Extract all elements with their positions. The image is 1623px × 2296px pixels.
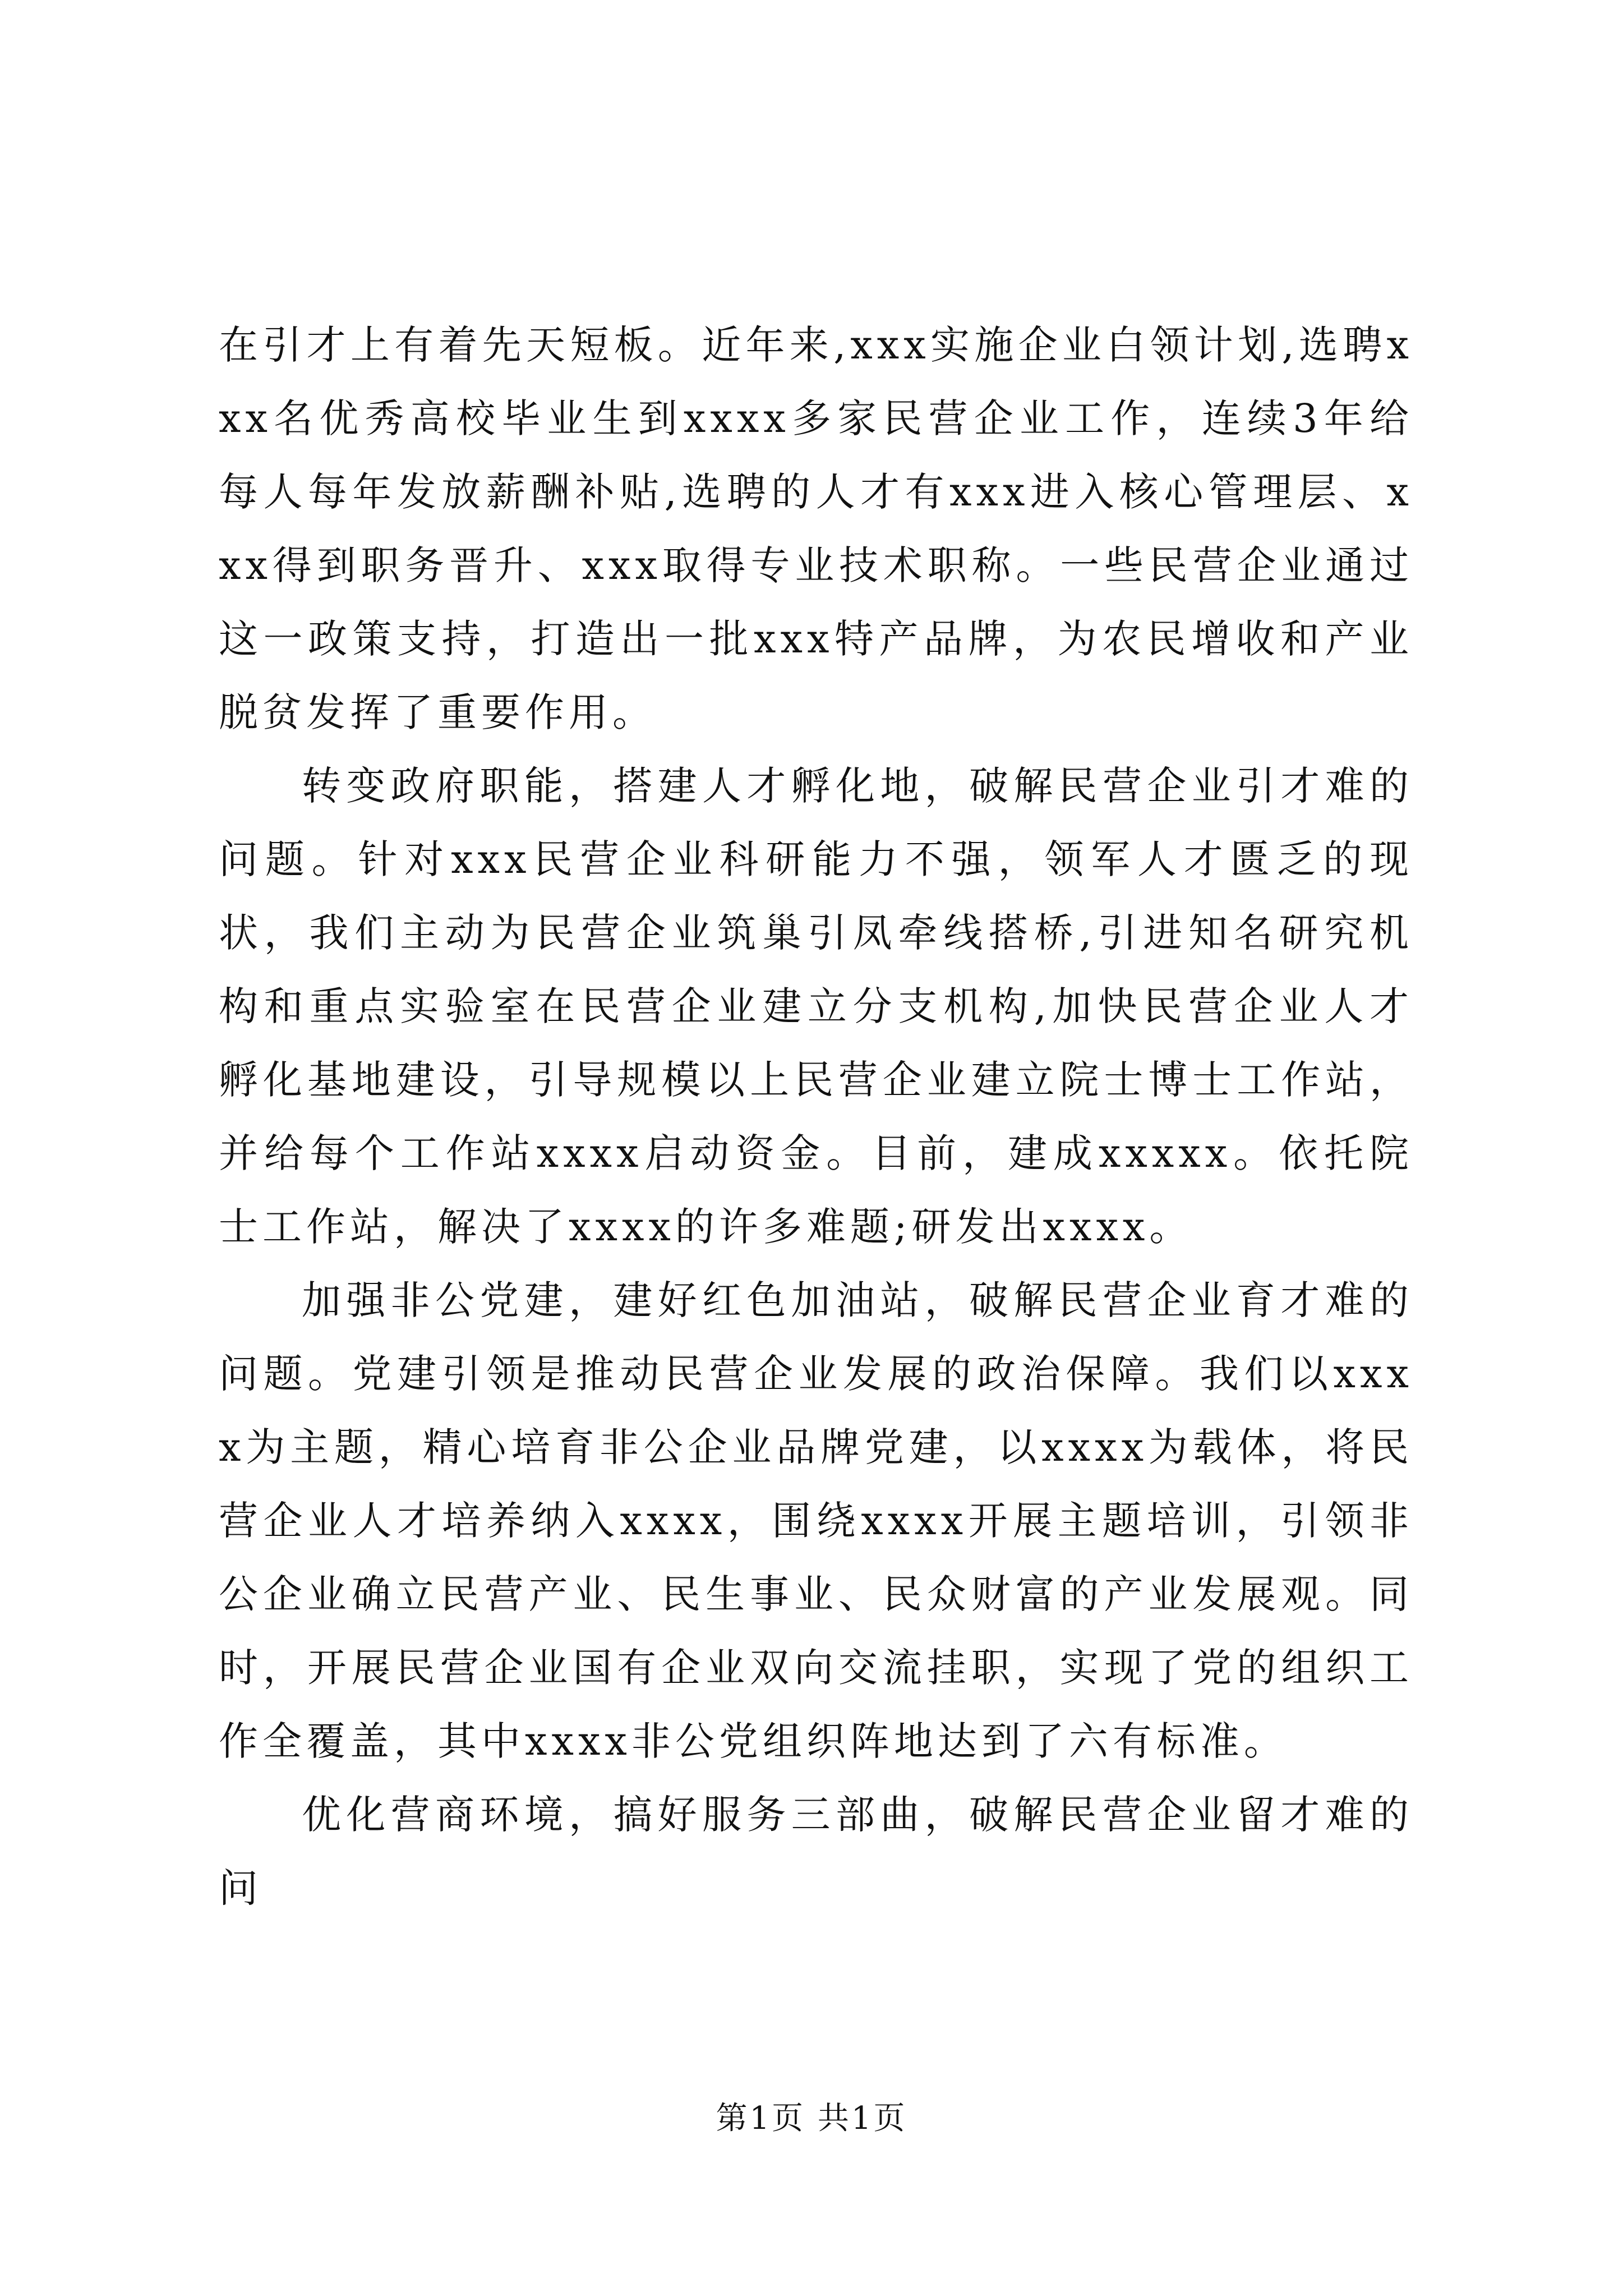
- paragraph-3: 加强非公党建，建好红色加油站，破解民营企业育才难的问题。党建引领是推动民营企业发展的政治保障。我们以xxxx为主题，精心培育非公企业品牌党建，以xxxx为载体，将民营企业人才培养纳入xxxx，围绕xxxx开展主题培训，引领非公企业确立民营产业、民生事业、民众财富的产业发展观。同时，开展民营企业国有企业双向交流挂职，实现了党的组织工作全覆盖，其中xxxx非公党组织阵地达到了六有标准。: [219, 1277, 1413, 1764]
- paragraph-2: 转变政府职能，搭建人才孵化地，破解民营企业引才难的问题。针对xxx民营企业科研能力不强，领军人才匮乏的现状，我们主动为民营企业筑巢引凤牵线搭桥,引进知名研究机构和重点实验室在民营企业建立分支机构,加快民营企业人才孵化基地建设，引导规模以上民营企业建立院士博士工作站，并给每个工作站xxxx启动资金。目前，建成xxxxx。依托院士工作站，解决了xxxx的许多难题;研发出xxxx。: [219, 763, 1413, 1250]
- document-body: [219, 309, 1413, 1925]
- paragraph-4: 优化营商环境，搞好服务三部曲，破解民营企业留才难的问: [219, 1792, 1413, 1911]
- paragraph-1: 在引才上有着先天短板。近年来,xxx实施企业白领计划,选聘xxx名优秀高校毕业生到xxxx多家民营企业工作，连续3年给每人每年发放薪酬补贴,选聘的人才有xxx进入核心管理层、xxx得到职务晋升、xxx取得专业技术职称。一些民营企业通过这一政策支持，打造出一批xxx特产品牌，为农民增收和产业脱贫发挥了重要作用。: [219, 322, 1413, 735]
- page-footer: 第1页 共1页: [716, 2100, 907, 2137]
